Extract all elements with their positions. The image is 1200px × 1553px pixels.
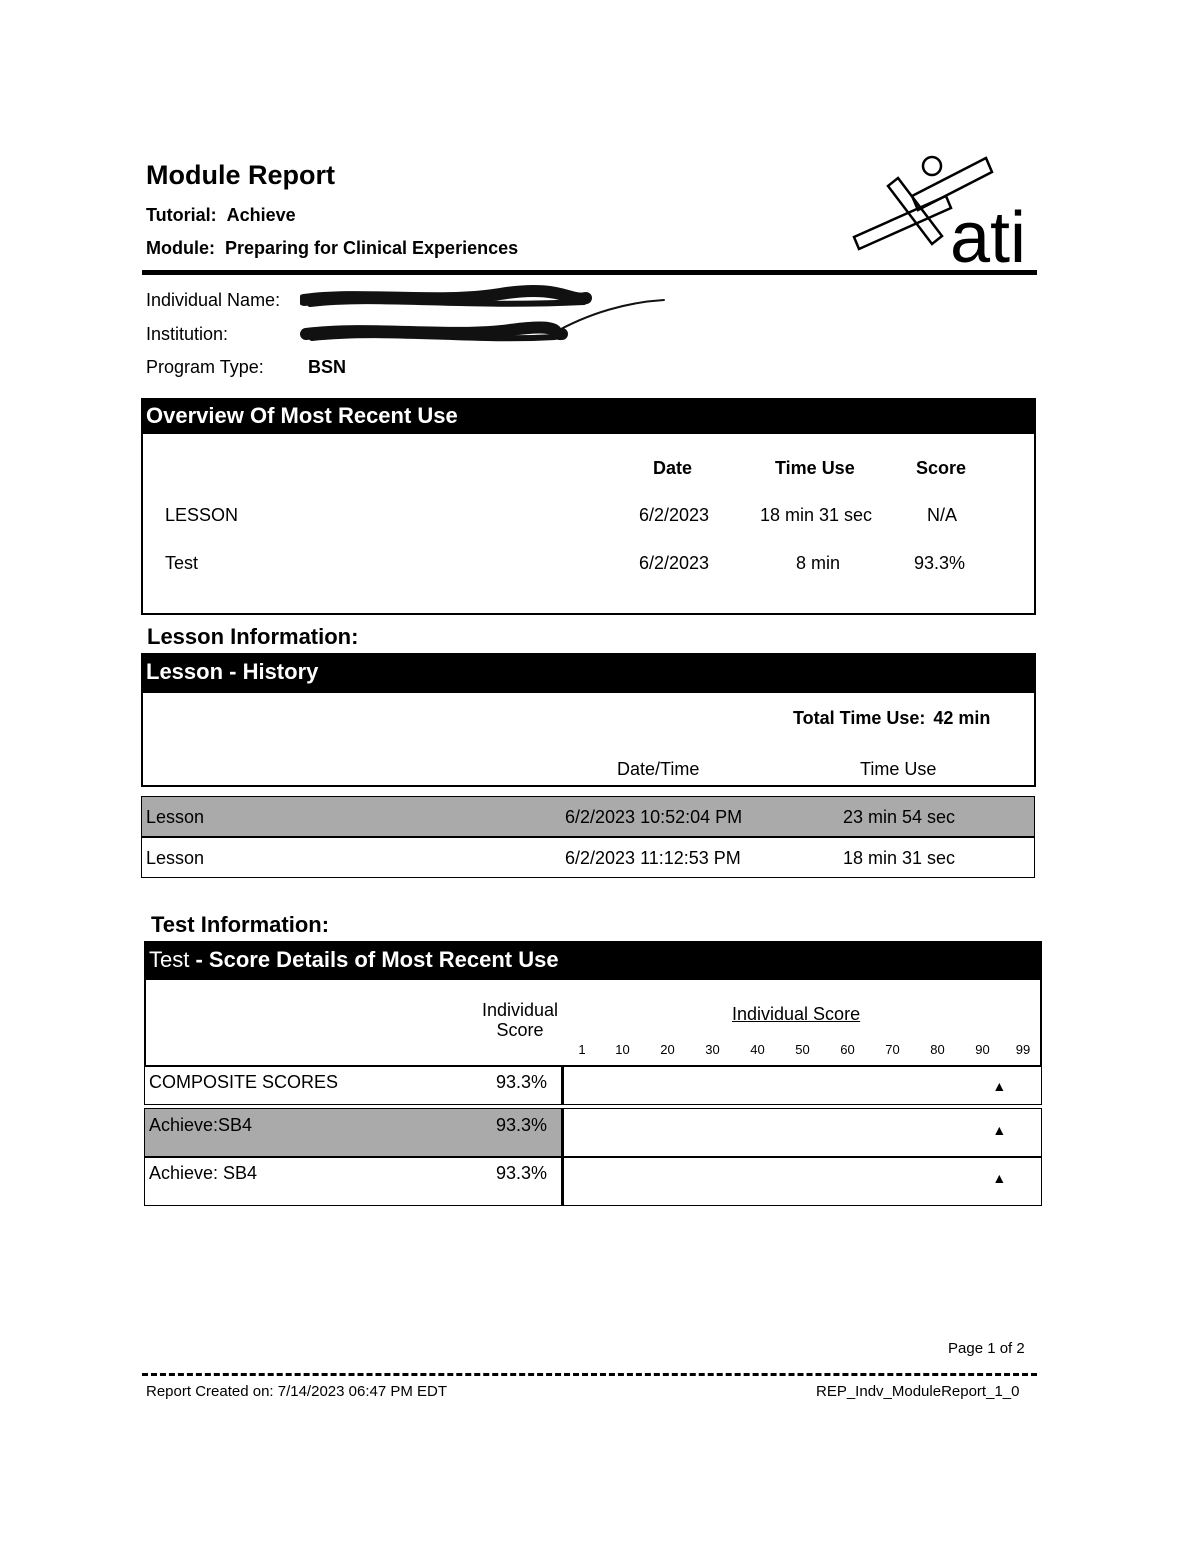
overview-row-name: LESSON xyxy=(165,505,239,525)
test-heading-prefix: Test xyxy=(149,947,190,972)
test-row xyxy=(144,1108,1042,1158)
test-score-heading xyxy=(144,941,1042,980)
lesson-col-datetime: Date/Time xyxy=(617,759,700,779)
footer-rule xyxy=(142,1373,1037,1376)
overview-col-date: Date xyxy=(653,458,693,478)
test-row-divider xyxy=(561,1108,564,1158)
lesson-section-title: Lesson Information: xyxy=(147,624,359,649)
test-row-name: COMPOSITE SCORES xyxy=(149,1072,339,1092)
scale-tick: 30 xyxy=(705,1042,720,1057)
lesson-row-name: Lesson xyxy=(146,848,205,868)
scale-tick: 40 xyxy=(750,1042,765,1057)
score-marker: ▲ xyxy=(992,1078,1007,1094)
institution-label: Institution: xyxy=(146,324,229,344)
overview-row-time: 18 min 31 sec xyxy=(760,505,873,525)
overview-row-score: 93.3% xyxy=(914,553,966,573)
module-value: Preparing for Clinical Experiences xyxy=(225,238,519,258)
test-row-divider xyxy=(561,1156,564,1206)
report-title: Module Report xyxy=(146,160,335,190)
test-section-title: Test Information: xyxy=(151,912,330,937)
total-time-value: 42 min xyxy=(933,708,991,728)
tutorial-label: Tutorial: xyxy=(146,205,217,225)
score-marker: ▲ xyxy=(992,1122,1007,1138)
total-time-label: Total Time Use: xyxy=(793,708,926,728)
module-line xyxy=(146,238,518,259)
score-marker: ▲ xyxy=(992,1170,1007,1186)
module-label: Module: xyxy=(146,238,215,258)
lesson-history-heading: Lesson - History xyxy=(141,653,1036,693)
lesson-row xyxy=(141,837,1035,878)
scale-tick: 1 xyxy=(578,1042,586,1057)
scale-tick: 20 xyxy=(660,1042,675,1057)
lesson-col-time: Time Use xyxy=(860,759,937,779)
test-row xyxy=(144,1065,1042,1105)
scale-tick: 60 xyxy=(840,1042,855,1057)
test-row-name: Achieve: SB4 xyxy=(149,1163,258,1183)
test-row-name: Achieve:SB4 xyxy=(149,1115,253,1135)
lesson-row-datetime: 6/2/2023 10:52:04 PM xyxy=(565,807,743,827)
overview-row-name: Test xyxy=(165,553,199,573)
program-type-value: BSN xyxy=(308,357,347,377)
scale-tick: 50 xyxy=(795,1042,810,1057)
tutorial-value: Achieve xyxy=(226,205,296,225)
score-scale-title: Individual Score xyxy=(732,1004,861,1024)
redaction-scribble xyxy=(300,284,670,352)
scale-tick: 99 xyxy=(1015,1042,1031,1057)
overview-col-score: Score xyxy=(916,458,967,478)
test-row-score: 93.3% xyxy=(495,1115,547,1135)
score-col-line1: Individual xyxy=(481,1000,559,1020)
report-id: REP_Indv_ModuleReport_1_0 xyxy=(816,1383,1020,1400)
test-heading-rest: - Score Details of Most Recent Use xyxy=(195,947,559,972)
overview-row-time: 8 min xyxy=(796,553,841,573)
lesson-row-time: 23 min 54 sec xyxy=(843,807,956,827)
total-time-use xyxy=(793,708,990,729)
scale-tick: 70 xyxy=(885,1042,900,1057)
ati-logo xyxy=(850,152,1040,268)
test-row xyxy=(144,1156,1042,1206)
scale-tick: 90 xyxy=(975,1042,990,1057)
program-type-label: Program Type: xyxy=(146,357,264,377)
test-row-divider xyxy=(561,1065,564,1105)
individual-name-label: Individual Name: xyxy=(146,290,281,310)
lesson-row-time: 18 min 31 sec xyxy=(843,848,956,868)
overview-row-date: 6/2/2023 xyxy=(639,553,710,573)
lesson-row-datetime: 6/2/2023 11:12:53 PM xyxy=(565,848,741,868)
overview-row-date: 6/2/2023 xyxy=(639,505,710,525)
test-row-score: 93.3% xyxy=(495,1072,547,1092)
header-rule xyxy=(142,270,1037,275)
scale-tick: 80 xyxy=(930,1042,945,1057)
test-row-score: 93.3% xyxy=(495,1163,547,1183)
lesson-row-name: Lesson xyxy=(146,807,205,827)
scale-tick: 10 xyxy=(615,1042,630,1057)
lesson-row xyxy=(141,796,1035,837)
report-created: Report Created on: 7/14/2023 06:47 PM EDT xyxy=(146,1383,448,1400)
tutorial-line xyxy=(146,205,296,226)
overview-row-score: N/A xyxy=(927,505,958,525)
overview-heading: Overview Of Most Recent Use xyxy=(141,398,1036,434)
overview-col-time: Time Use xyxy=(775,458,855,478)
logo-text: ati xyxy=(950,198,1027,268)
individual-score-column-header xyxy=(470,1000,570,1040)
page-number: Page 1 of 2 xyxy=(948,1340,1025,1357)
score-col-line2: Score xyxy=(496,1020,544,1040)
